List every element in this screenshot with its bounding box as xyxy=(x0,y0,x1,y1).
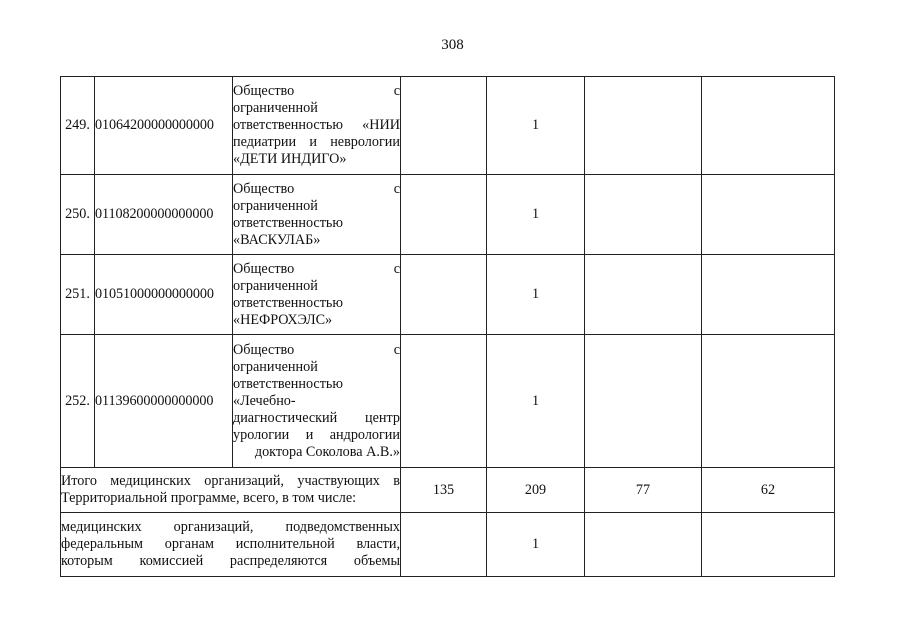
subtotal-label xyxy=(61,513,401,577)
cell-col6 xyxy=(585,175,702,255)
registry-code: 01139600000000000 xyxy=(95,335,233,468)
organization-name xyxy=(233,175,401,255)
registry-code: 01064200000000000 xyxy=(95,77,233,175)
cell-col5: 1 xyxy=(487,335,585,468)
name-word: с xyxy=(393,83,400,99)
name-word: Общество xyxy=(233,180,295,197)
name-line: «Лечебно- xyxy=(233,392,296,409)
name-line: ответственностью «НИИ xyxy=(233,117,400,133)
name-line: ограниченной xyxy=(233,358,318,375)
row-number: 252. xyxy=(61,335,95,468)
name-word: с xyxy=(393,180,400,197)
cell-col7 xyxy=(702,255,835,335)
name-line: диагностический центр xyxy=(233,409,400,426)
subtotal-label-line: федеральным органам исполнительной власти, xyxy=(61,536,400,552)
table-row xyxy=(61,335,835,468)
total-label-line: Территориальной программе, всего, в том числе: xyxy=(61,490,357,506)
name-word: с xyxy=(393,260,400,277)
cell-col4 xyxy=(401,255,487,335)
name-line: ответственностью xyxy=(233,214,344,231)
total-row xyxy=(61,468,835,513)
total-label-line: Итого медицинских организаций, участвующих в xyxy=(61,473,400,489)
name-line: «ДЕТИ ИНДИГО» xyxy=(233,151,347,167)
page-number: 308 xyxy=(441,37,464,53)
subtotal-row xyxy=(61,513,835,577)
name-line: педиатрии и неврологии xyxy=(233,134,400,150)
table-row xyxy=(61,77,835,175)
cell-col5: 1 xyxy=(487,77,585,175)
subtotal-label-line: которым комиссией распределяются объемы xyxy=(61,553,400,569)
total-col6: 77 xyxy=(585,468,702,513)
name-line: ограниченной xyxy=(233,100,318,116)
cell-col6 xyxy=(585,335,702,468)
cell-col6 xyxy=(585,255,702,335)
total-col4: 135 xyxy=(401,468,487,513)
total-col7: 62 xyxy=(702,468,835,513)
organization-name xyxy=(233,335,401,468)
row-number: 249. xyxy=(61,77,95,175)
name-line: «НЕФРОХЭЛС» xyxy=(233,311,333,328)
name-word: с xyxy=(393,341,400,358)
total-label xyxy=(61,468,401,513)
subtotal-col7 xyxy=(702,513,835,577)
row-number: 251. xyxy=(61,255,95,335)
name-word: Общество xyxy=(233,260,295,277)
cell-col5: 1 xyxy=(487,255,585,335)
name-line: ограниченной xyxy=(233,277,318,294)
subtotal-col6 xyxy=(585,513,702,577)
organization-name xyxy=(233,255,401,335)
cell-col7 xyxy=(702,175,835,255)
subtotal-col5: 1 xyxy=(487,513,585,577)
total-col5: 209 xyxy=(487,468,585,513)
registry-code: 01108200000000000 xyxy=(95,175,233,255)
cell-col7 xyxy=(702,77,835,175)
cell-col4 xyxy=(401,175,487,255)
name-line: «ВАСКУЛАБ» xyxy=(233,231,321,248)
name-word: Общество xyxy=(233,83,295,99)
name-line: ответственностью xyxy=(233,294,344,311)
registry-code: 01051000000000000 xyxy=(95,255,233,335)
name-line: ограниченной xyxy=(233,197,318,214)
table-row xyxy=(61,255,835,335)
subtotal-label-line: медицинских организаций, подведомственных xyxy=(61,519,400,535)
cell-col7 xyxy=(702,335,835,468)
name-line: доктора Соколова А.В.» xyxy=(254,443,400,460)
cell-col6 xyxy=(585,77,702,175)
cell-col4 xyxy=(401,335,487,468)
table-row xyxy=(61,175,835,255)
cell-col4 xyxy=(401,77,487,175)
organization-name xyxy=(233,77,401,175)
name-line: ответственностью xyxy=(233,375,344,392)
subtotal-col4 xyxy=(401,513,487,577)
row-number: 250. xyxy=(61,175,95,255)
cell-col5: 1 xyxy=(487,175,585,255)
name-line: урологии и андрологии xyxy=(233,426,400,443)
organizations-table xyxy=(60,76,835,577)
name-word: Общество xyxy=(233,341,295,358)
